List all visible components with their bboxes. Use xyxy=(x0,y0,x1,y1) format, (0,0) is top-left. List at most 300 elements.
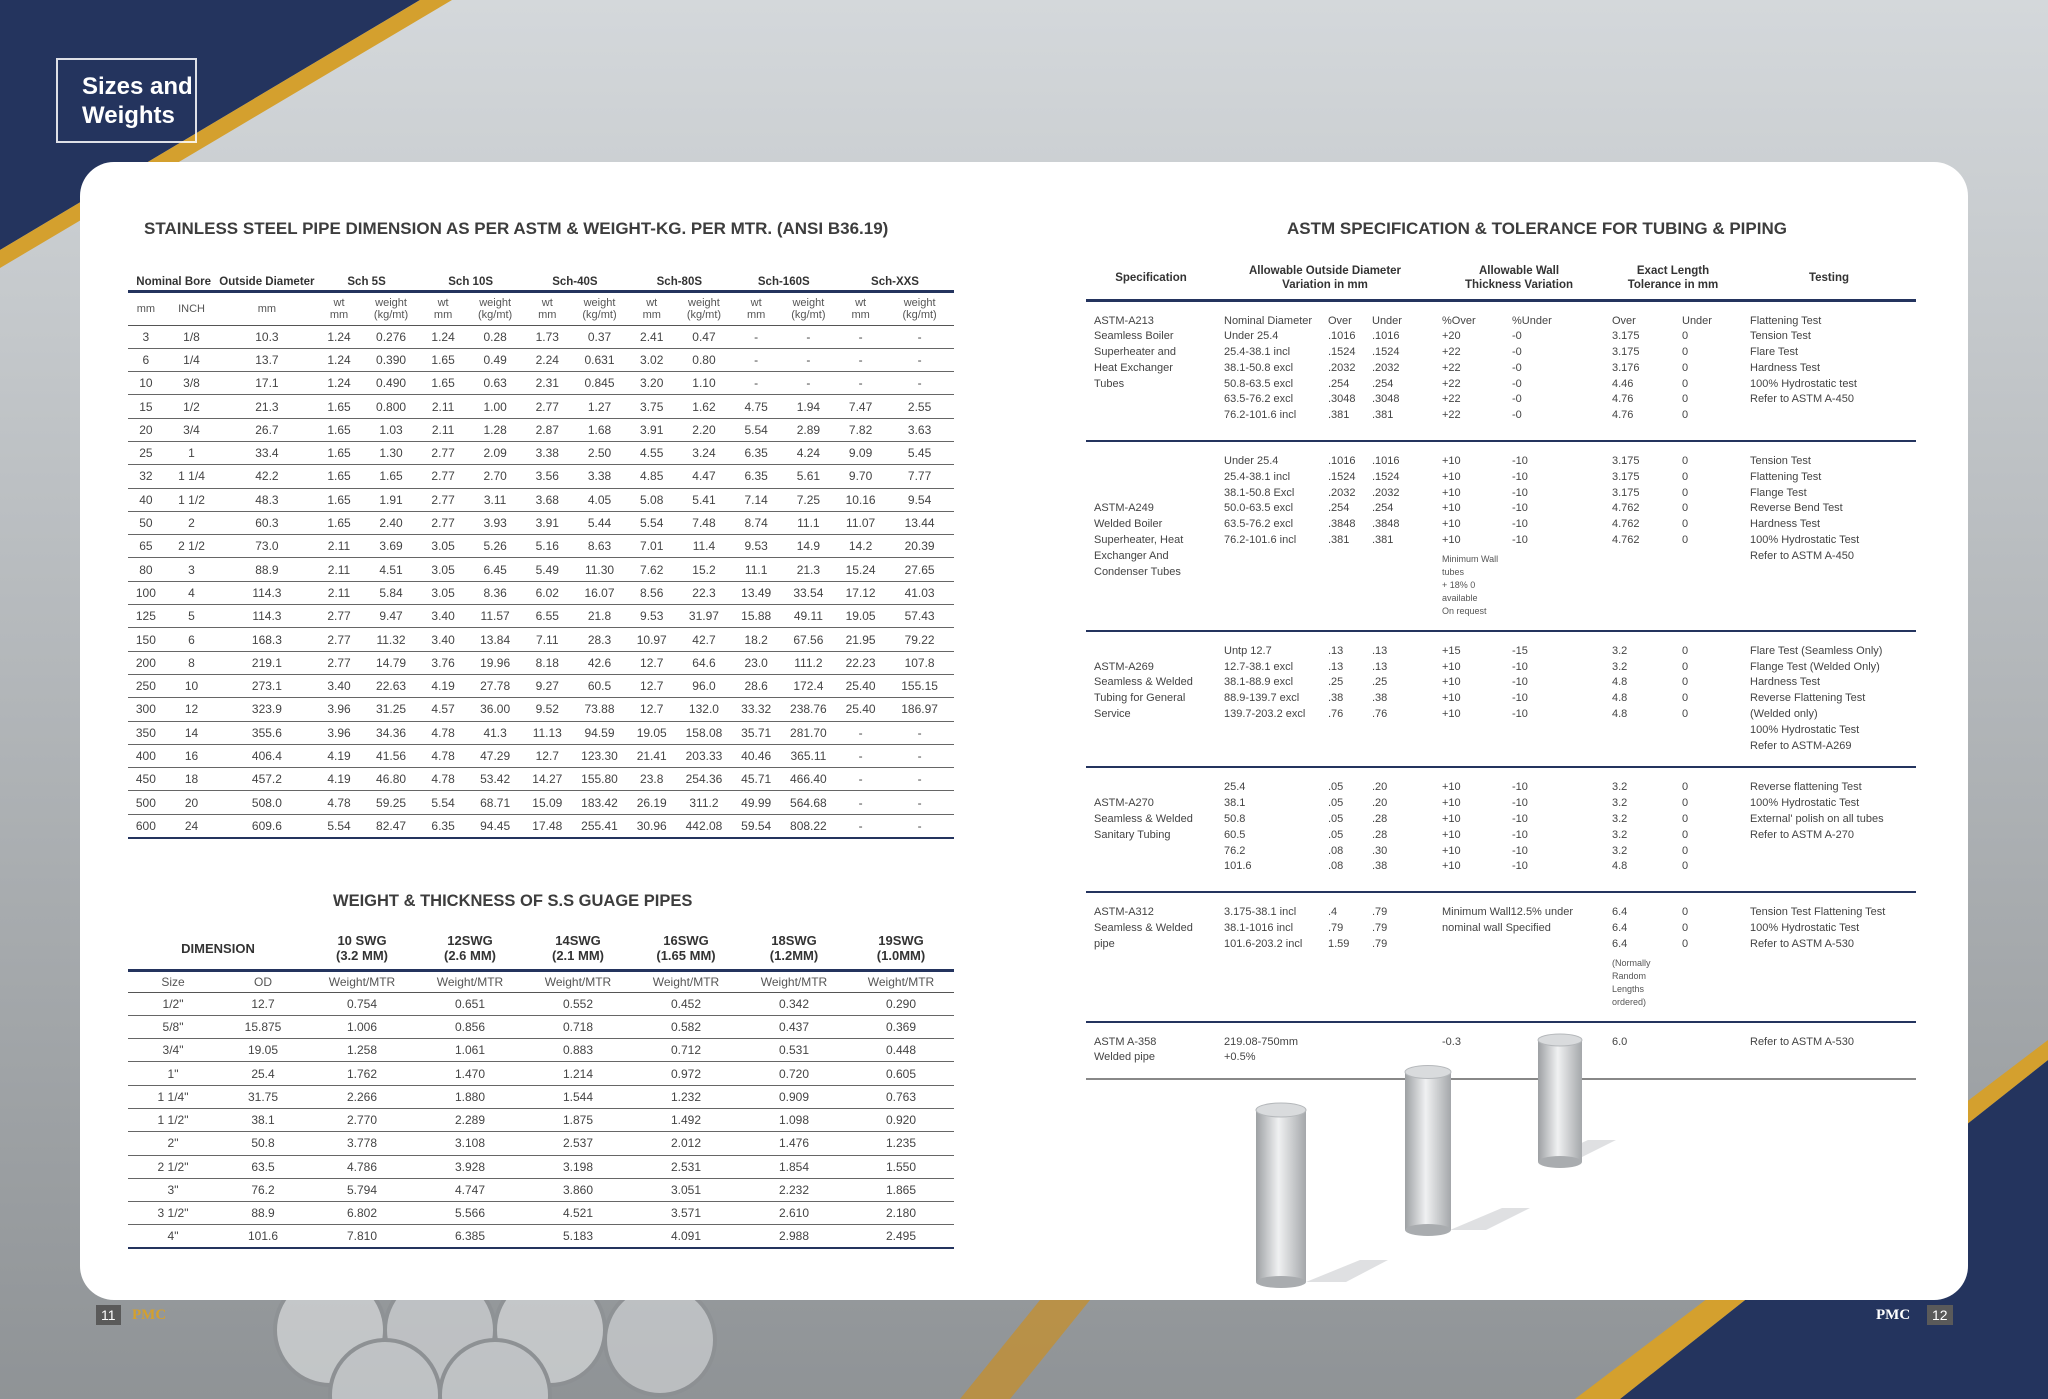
gauge-table-sub-header xyxy=(128,970,954,992)
table-cell: 10 xyxy=(164,674,220,697)
table-cell: 0.631 xyxy=(572,348,627,371)
table-cell: 5.44 xyxy=(572,511,627,534)
table-cell: 5.08 xyxy=(627,488,676,511)
table-cell: 8.63 xyxy=(572,535,627,558)
spec-table-body xyxy=(1086,300,1916,1079)
pipe-group-header: Sch 10S xyxy=(419,270,523,291)
table-cell: 132.0 xyxy=(676,698,731,721)
diameter-range-text: Untp 12.7 12.7-38.1 excl 38.1-88.9 excl 88.9-139.7 excl 139.7-203.2 excl xyxy=(1224,644,1306,721)
spec-name xyxy=(1086,300,1216,441)
table-cell: 2.77 xyxy=(419,511,468,534)
table-cell: 10.97 xyxy=(627,628,676,651)
table-cell: 19.05 xyxy=(627,721,676,744)
table-cell: 5.54 xyxy=(315,814,364,837)
table-cell: 15.09 xyxy=(523,791,572,814)
table-cell: 0.28 xyxy=(468,325,523,348)
table-cell: 186.97 xyxy=(885,698,954,721)
table-cell: 14.2 xyxy=(836,535,885,558)
table-row xyxy=(128,465,954,488)
table-cell: 4.091 xyxy=(632,1225,740,1248)
table-cell: 2.20 xyxy=(676,418,731,441)
table-cell: 0.763 xyxy=(848,1085,954,1108)
spec-name-text: ASTM-A213 Seamless Boiler Superheater and Heat Exchanger Tubes xyxy=(1094,314,1176,390)
table-cell: 19.05 xyxy=(218,1039,308,1062)
table-cell: 3.778 xyxy=(308,1132,416,1155)
pipe-sub-header: weight (kg/mt) xyxy=(885,291,954,325)
table-cell: 8.36 xyxy=(468,581,523,604)
table-cell: 0.369 xyxy=(848,1015,954,1038)
table-row xyxy=(128,992,954,1015)
table-cell: 4 xyxy=(164,581,220,604)
table-cell: 4" xyxy=(128,1225,218,1248)
spec-table-header xyxy=(1086,258,1916,300)
testing-list xyxy=(1742,767,1916,892)
gauge-table-title: WEIGHT & THICKNESS OF S.S GUAGE PIPES xyxy=(333,892,693,910)
table-cell: 1.232 xyxy=(632,1085,740,1108)
gauge-pipe-table xyxy=(128,928,954,1249)
table-cell: 350 xyxy=(128,721,164,744)
table-cell: 3.051 xyxy=(632,1178,740,1201)
table-cell: 7.82 xyxy=(836,418,885,441)
table-cell: 10 xyxy=(128,372,164,395)
table-cell: 1.94 xyxy=(781,395,836,418)
table-cell: 4.47 xyxy=(676,465,731,488)
table-cell: 4.24 xyxy=(781,441,836,464)
table-cell: 1.65 xyxy=(315,465,364,488)
table-cell: 42.6 xyxy=(572,651,627,674)
table-cell: 1.24 xyxy=(315,348,364,371)
diameter-over-text: Over .1016 .1524 .2032 .254 .3048 .381 xyxy=(1328,314,1356,422)
table-cell: 3.928 xyxy=(416,1155,524,1178)
table-cell: 6.45 xyxy=(468,558,523,581)
table-cell: 1.03 xyxy=(363,418,418,441)
table-cell: 11.13 xyxy=(523,721,572,744)
gauge-header: 14SWG (2.1 MM) xyxy=(524,928,632,970)
table-cell: 1 1/4 xyxy=(164,465,220,488)
table-cell: 3.02 xyxy=(627,348,676,371)
table-cell: 365.11 xyxy=(781,744,836,767)
table-cell: 2.495 xyxy=(848,1225,954,1248)
spec-name xyxy=(1086,892,1216,1021)
table-cell: 15 xyxy=(128,395,164,418)
length-over xyxy=(1604,441,1674,631)
diameter-range-text: 25.4 38.1 50.8 60.5 76.2 101.6 xyxy=(1224,781,1252,873)
table-cell: 7.25 xyxy=(781,488,836,511)
table-row xyxy=(128,1085,954,1108)
table-cell: 442.08 xyxy=(676,814,731,837)
table-cell: 5.794 xyxy=(308,1178,416,1201)
table-cell: 0.582 xyxy=(632,1015,740,1038)
table-cell: 26.19 xyxy=(627,791,676,814)
table-cell: 80 xyxy=(128,558,164,581)
pipe-dimension-table xyxy=(128,270,954,839)
pipe-group-header: Sch-40S xyxy=(523,270,627,291)
wall-under-text: -15 -10 -10 -10 -10 xyxy=(1512,644,1528,721)
table-cell: 1/4 xyxy=(164,348,220,371)
table-cell: 6 xyxy=(164,628,220,651)
diameter-under-text: .79 .79 .79 xyxy=(1372,906,1388,950)
table-cell: 4.19 xyxy=(315,768,364,791)
table-cell: 1.006 xyxy=(308,1015,416,1038)
table-cell: 4.19 xyxy=(419,674,468,697)
table-cell: 4.05 xyxy=(572,488,627,511)
table-row xyxy=(128,581,954,604)
diameter-over-text: .05 .05 .05 .05 .08 .08 xyxy=(1328,781,1344,873)
testing-list xyxy=(1742,441,1916,631)
table-cell: 21.3 xyxy=(219,395,314,418)
spec-name xyxy=(1086,767,1216,892)
table-cell: 50 xyxy=(128,511,164,534)
diameter-range-text: Nominal Diameter Under 25.4 25.4-38.1 incl 38.1-50.8 excl 50.8-63.5 excl 63.5-76.2 excl 76.2-101.6 incl xyxy=(1224,314,1313,422)
table-cell: 12.7 xyxy=(523,744,572,767)
table-cell: 3.91 xyxy=(523,511,572,534)
table-cell: 3 xyxy=(128,325,164,348)
table-cell: 14.79 xyxy=(363,651,418,674)
pipe-sub-header: weight (kg/mt) xyxy=(572,291,627,325)
table-row xyxy=(128,372,954,395)
table-row xyxy=(128,1039,954,1062)
table-cell: 2.537 xyxy=(524,1132,632,1155)
pipe-sub-header: mm xyxy=(219,291,314,325)
table-cell: 0.605 xyxy=(848,1062,954,1085)
table-cell: 59.25 xyxy=(363,791,418,814)
table-cell: 1.65 xyxy=(315,395,364,418)
table-row xyxy=(128,1178,954,1201)
table-cell: 300 xyxy=(128,698,164,721)
diameter-under xyxy=(1364,767,1434,892)
gauge-header: 12SWG (2.6 MM) xyxy=(416,928,524,970)
astm-spec-table xyxy=(1086,258,1916,1080)
page-title-badge: Sizes and Weights xyxy=(56,58,197,143)
table-cell: 0.490 xyxy=(363,372,418,395)
table-cell: 25.4 xyxy=(218,1062,308,1085)
gauge-header: 16SWG (1.65 MM) xyxy=(632,928,740,970)
table-cell: 45.71 xyxy=(732,768,781,791)
table-cell: 0.883 xyxy=(524,1039,632,1062)
table-cell: 172.4 xyxy=(781,674,836,697)
table-cell: 19.05 xyxy=(836,605,885,628)
table-cell: 125 xyxy=(128,605,164,628)
gauge-header: 18SWG (1.2MM) xyxy=(740,928,848,970)
table-row xyxy=(128,418,954,441)
table-cell: 508.0 xyxy=(219,791,314,814)
table-cell: 2.11 xyxy=(419,395,468,418)
table-row xyxy=(128,651,954,674)
table-cell: 3.571 xyxy=(632,1202,740,1225)
length-under xyxy=(1674,631,1742,768)
table-cell: 73.88 xyxy=(572,698,627,721)
table-cell: 3.05 xyxy=(419,558,468,581)
table-cell: 11.32 xyxy=(363,628,418,651)
table-cell: 1.258 xyxy=(308,1039,416,1062)
table-cell: 2.87 xyxy=(523,418,572,441)
pipe-sub-header: weight (kg/mt) xyxy=(468,291,523,325)
spec-name-text: ASTM A-358 Welded pipe xyxy=(1094,1035,1157,1064)
table-row xyxy=(128,325,954,348)
table-cell: 41.56 xyxy=(363,744,418,767)
table-cell: 49.11 xyxy=(781,605,836,628)
diameter-over xyxy=(1320,300,1364,441)
table-cell: 0.47 xyxy=(676,325,731,348)
table-cell: - xyxy=(781,348,836,371)
pipe-group-header: Sch 5S xyxy=(315,270,419,291)
table-cell: 2.012 xyxy=(632,1132,740,1155)
table-cell: 42.2 xyxy=(219,465,314,488)
table-cell: 25 xyxy=(128,441,164,464)
wall-under xyxy=(1504,767,1604,892)
table-cell: 1.65 xyxy=(363,465,418,488)
table-cell: 19.96 xyxy=(468,651,523,674)
spec-name xyxy=(1086,631,1216,768)
table-cell: 88.9 xyxy=(218,1202,308,1225)
table-cell: 3.05 xyxy=(419,581,468,604)
pipe-sub-header: wt mm xyxy=(732,291,781,325)
table-cell: 1 1/2" xyxy=(128,1108,218,1131)
table-cell: 9.53 xyxy=(732,535,781,558)
table-cell: 5.54 xyxy=(419,791,468,814)
table-cell: 0.452 xyxy=(632,992,740,1015)
table-cell: 22.63 xyxy=(363,674,418,697)
diameter-under-text: .20 .20 .28 .28 .30 .38 xyxy=(1372,781,1388,873)
testing-list xyxy=(1742,1022,1916,1080)
table-cell: 5.61 xyxy=(781,465,836,488)
table-row xyxy=(128,814,954,837)
table-cell: 8.74 xyxy=(732,511,781,534)
length-over-text: 3.175 3.175 3.175 4.762 4.762 4.762 xyxy=(1612,455,1640,547)
table-cell: 33.54 xyxy=(781,581,836,604)
diameter-under xyxy=(1364,631,1434,768)
diameter-range xyxy=(1216,441,1320,631)
table-cell: 7.14 xyxy=(732,488,781,511)
table-cell: 1.544 xyxy=(524,1085,632,1108)
diameter-under-text: Under .1016 .1524 .2032 .254 .3048 .381 xyxy=(1372,314,1402,422)
diameter-over xyxy=(1320,441,1364,631)
table-cell: 808.22 xyxy=(781,814,836,837)
spec-name-text: ASTM-A269 Seamless & Welded Tubing for General Service xyxy=(1094,660,1193,721)
diameter-over-text: .4 .79 1.59 xyxy=(1328,906,1350,950)
table-cell: 34.36 xyxy=(363,721,418,744)
gauge-table-body xyxy=(128,992,954,1248)
testing-list-text: Flare Test (Seamless Only) Flange Test (Welded Only) Hardness Test Reverse Flattening Test (Welded only) 100% Hydrostatic Test Refer to ASTM-A269 xyxy=(1750,644,1883,752)
gauge-table-header xyxy=(128,928,954,970)
table-cell: 6.802 xyxy=(308,1202,416,1225)
page-number-left: 11 xyxy=(96,1305,121,1325)
table-cell: 0.800 xyxy=(363,395,418,418)
diameter-under xyxy=(1364,441,1434,631)
testing-list-text: Tension Test Flattening Test 100% Hydrostatic Test Refer to ASTM A-530 xyxy=(1750,906,1886,950)
table-cell: 2.77 xyxy=(315,628,364,651)
table-cell: 0.437 xyxy=(740,1015,848,1038)
table-row xyxy=(128,698,954,721)
table-cell: 2.09 xyxy=(468,441,523,464)
table-cell: 11.30 xyxy=(572,558,627,581)
table-cell: 9.70 xyxy=(836,465,885,488)
table-cell: 21.3 xyxy=(781,558,836,581)
table-cell: 5.183 xyxy=(524,1225,632,1248)
table-cell: - xyxy=(836,372,885,395)
spec-name-text: ASTM-A270 Seamless & Welded Sanitary Tubing xyxy=(1094,797,1193,841)
table-cell: 0.718 xyxy=(524,1015,632,1038)
table-cell: 123.30 xyxy=(572,744,627,767)
table-cell: 5.49 xyxy=(523,558,572,581)
table-cell: 53.42 xyxy=(468,768,523,791)
table-cell: - xyxy=(885,372,954,395)
table-cell: 1.875 xyxy=(524,1108,632,1131)
table-cell: 1.550 xyxy=(848,1155,954,1178)
table-cell: 0.552 xyxy=(524,992,632,1015)
spec-table-title: ASTM SPECIFICATION & TOLERANCE FOR TUBING & PIPING xyxy=(1287,219,1787,238)
table-cell: - xyxy=(781,372,836,395)
table-cell: 6.35 xyxy=(419,814,468,837)
testing-list-text: Reverse flattening Test 100% Hydrostatic Test External' polish on all tubes Refer to ASTM A-270 xyxy=(1750,781,1884,841)
table-cell: 0.80 xyxy=(676,348,731,371)
pipe-sub-header: INCH xyxy=(164,291,220,325)
wall-over-text: %Over +20 +22 +22 +22 +22 +22 xyxy=(1442,314,1476,422)
table-cell: 2.31 xyxy=(523,372,572,395)
table-cell: 0.920 xyxy=(848,1108,954,1131)
table-cell: 13.44 xyxy=(885,511,954,534)
table-cell: - xyxy=(732,372,781,395)
table-cell: 63.5 xyxy=(218,1155,308,1178)
table-cell: 4.521 xyxy=(524,1202,632,1225)
table-cell: 0.390 xyxy=(363,348,418,371)
spec-header: Allowable Wall Thickness Variation xyxy=(1434,258,1604,300)
table-cell: 2.77 xyxy=(315,605,364,628)
table-cell: - xyxy=(836,325,885,348)
table-cell: 2.770 xyxy=(308,1108,416,1131)
testing-list-text: Tension Test Flattening Test Flange Test Reverse Bend Test Hardness Test 100% Hydrostatic Test Refer to ASTM A-450 xyxy=(1750,455,1860,562)
table-row xyxy=(128,768,954,791)
table-cell: 23.0 xyxy=(732,651,781,674)
spec-row xyxy=(1086,767,1916,892)
table-cell: 466.40 xyxy=(781,768,836,791)
table-cell: 79.22 xyxy=(885,628,954,651)
gauge-sub-header: OD xyxy=(218,970,308,992)
table-cell: 0.37 xyxy=(572,325,627,348)
table-cell: 3.96 xyxy=(315,721,364,744)
table-cell: 60.3 xyxy=(219,511,314,534)
table-cell: 1" xyxy=(128,1062,218,1085)
table-cell: 2.232 xyxy=(740,1178,848,1201)
table-cell: 96.0 xyxy=(676,674,731,697)
steel-bars-illustration xyxy=(1240,1020,1640,1300)
gauge-sub-header: Weight/MTR xyxy=(416,970,524,992)
length-under-text: 0 0 0 xyxy=(1682,906,1689,950)
table-cell: 1.65 xyxy=(315,488,364,511)
table-cell: 1.65 xyxy=(419,348,468,371)
table-row xyxy=(128,1062,954,1085)
table-cell: 42.7 xyxy=(676,628,731,651)
table-cell: 281.70 xyxy=(781,721,836,744)
diameter-range xyxy=(1216,631,1320,768)
table-cell: 11.1 xyxy=(781,511,836,534)
wall-over-note: Minimum Wall tubes + 18% 0 available On request xyxy=(1442,553,1499,616)
table-cell: 3.108 xyxy=(416,1132,524,1155)
table-cell: - xyxy=(732,348,781,371)
table-cell: 2.11 xyxy=(315,581,364,604)
table-cell: 609.6 xyxy=(219,814,314,837)
pipe-sub-header: weight (kg/mt) xyxy=(781,291,836,325)
table-cell: 2.41 xyxy=(627,325,676,348)
table-cell: - xyxy=(836,721,885,744)
table-cell: - xyxy=(836,348,885,371)
table-cell: 47.29 xyxy=(468,744,523,767)
table-cell: 2.70 xyxy=(468,465,523,488)
table-cell: 0.712 xyxy=(632,1039,740,1062)
diameter-range xyxy=(1216,767,1320,892)
testing-list xyxy=(1742,631,1916,768)
table-cell: 13.84 xyxy=(468,628,523,651)
table-cell: 183.42 xyxy=(572,791,627,814)
table-cell: 15.24 xyxy=(836,558,885,581)
table-cell: 3.69 xyxy=(363,535,418,558)
gauge-header: 19SWG (1.0MM) xyxy=(848,928,954,970)
wall-under-text: -10 -10 -10 -10 -10 -10 xyxy=(1512,781,1528,873)
gauge-sub-header: Weight/MTR xyxy=(848,970,954,992)
pipe-group-header: Sch-XXS xyxy=(836,270,954,291)
spec-row xyxy=(1086,300,1916,441)
table-cell: 2.531 xyxy=(632,1155,740,1178)
pipe-group-header: Sch-160S xyxy=(732,270,836,291)
table-cell: 3.93 xyxy=(468,511,523,534)
spec-header: Testing xyxy=(1742,258,1916,300)
table-cell: 17.48 xyxy=(523,814,572,837)
table-cell: 6.02 xyxy=(523,581,572,604)
table-cell: 2.40 xyxy=(363,511,418,534)
table-cell: 2.11 xyxy=(419,418,468,441)
table-cell: 41.03 xyxy=(885,581,954,604)
table-cell: 16.07 xyxy=(572,581,627,604)
table-row xyxy=(128,395,954,418)
table-cell: 406.4 xyxy=(219,744,314,767)
table-cell: 3.38 xyxy=(572,465,627,488)
table-cell: 3.91 xyxy=(627,418,676,441)
table-cell: 3" xyxy=(128,1178,218,1201)
length-over xyxy=(1604,631,1674,768)
table-cell: 1/2" xyxy=(128,992,218,1015)
table-cell: 1.492 xyxy=(632,1108,740,1131)
table-cell: 2.77 xyxy=(419,465,468,488)
table-cell: 88.9 xyxy=(219,558,314,581)
spec-name xyxy=(1086,1022,1216,1080)
table-cell: 23.8 xyxy=(627,768,676,791)
table-cell: 1.68 xyxy=(572,418,627,441)
table-cell: 1.65 xyxy=(315,418,364,441)
spec-name-text: ASTM-A312 Seamless & Welded pipe xyxy=(1094,906,1193,950)
table-cell: - xyxy=(836,744,885,767)
table-cell: 1.27 xyxy=(572,395,627,418)
table-cell: 0.909 xyxy=(740,1085,848,1108)
length-over xyxy=(1604,300,1674,441)
table-cell: 3 1/2" xyxy=(128,1202,218,1225)
table-cell: 4.78 xyxy=(419,744,468,767)
table-cell: 323.9 xyxy=(219,698,314,721)
table-cell: 5 xyxy=(164,605,220,628)
table-cell: 2 1/2" xyxy=(128,1155,218,1178)
table-cell: 12.7 xyxy=(627,674,676,697)
table-row xyxy=(128,441,954,464)
table-cell: 64.6 xyxy=(676,651,731,674)
table-cell: 0.448 xyxy=(848,1039,954,1062)
diameter-over-text: .1016 .1524 .2032 .254 .3848 .381 xyxy=(1328,455,1356,547)
table-cell: 57.43 xyxy=(885,605,954,628)
diameter-range-text: 219.08-750mm +0.5% xyxy=(1224,1035,1298,1064)
table-cell: 28.3 xyxy=(572,628,627,651)
diameter-under-text: .1016 .1524 .2032 .254 .3848 .381 xyxy=(1372,455,1400,547)
table-cell: 254.36 xyxy=(676,768,731,791)
table-cell: 1.214 xyxy=(524,1062,632,1085)
wall-under xyxy=(1504,441,1604,631)
